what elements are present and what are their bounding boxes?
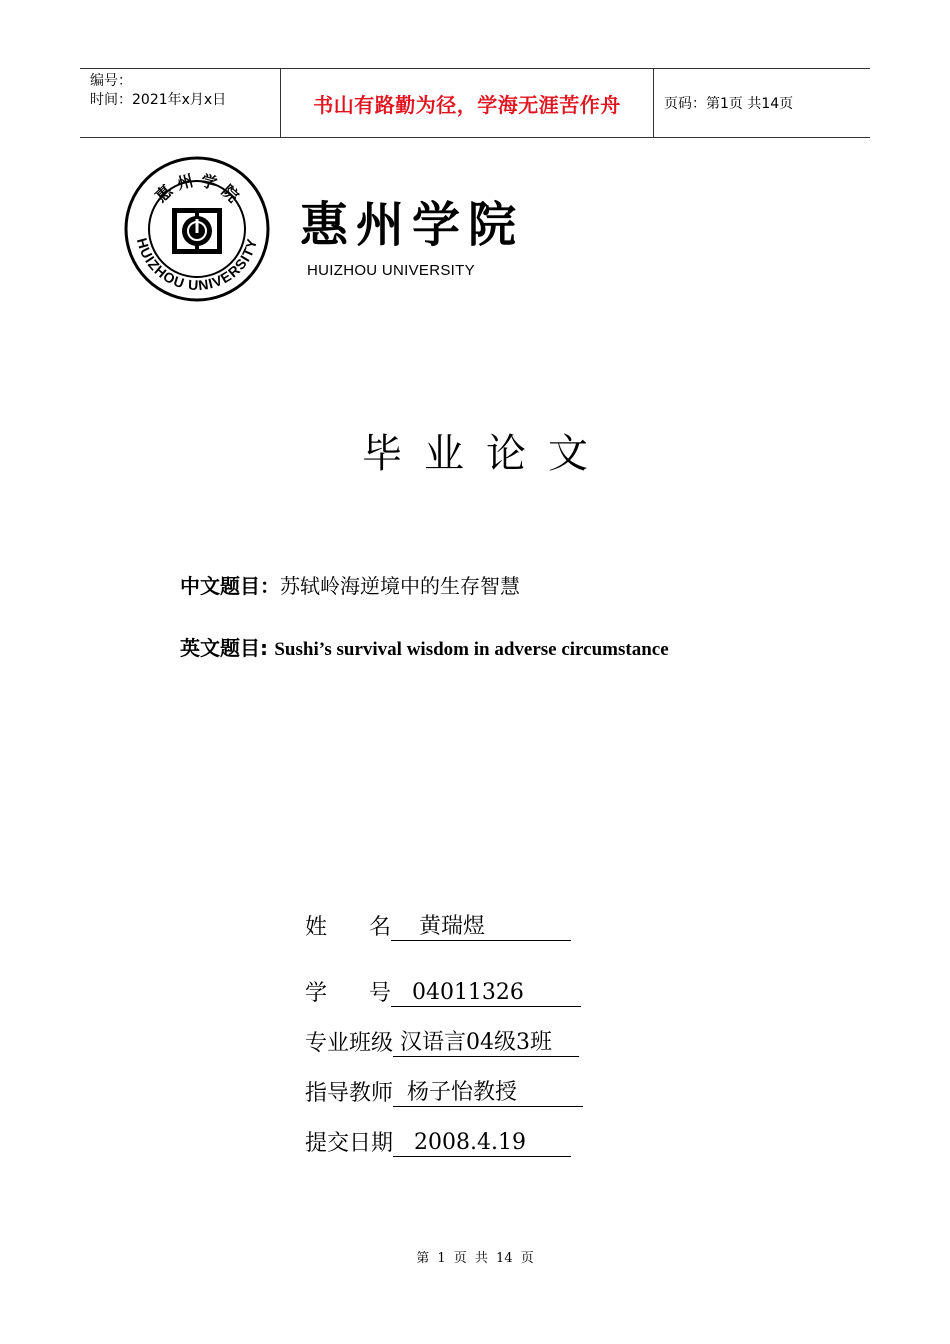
cn-topic-label: 中文题目： <box>180 574 280 598</box>
info-row-id <box>305 976 581 1007</box>
university-name-cn: 惠州学院 <box>300 197 525 253</box>
advisor-value: 杨子怡教授 <box>393 1080 583 1107</box>
en-topic-label: 英文题目: <box>180 636 268 660</box>
date-label: 提交日期 <box>305 1131 394 1156</box>
class-value: 汉语言04级3班 <box>393 1030 579 1057</box>
logo-ring-top-text: 惠 州 学 院 <box>151 170 243 207</box>
en-topic-row <box>180 632 669 661</box>
header-page-info <box>654 69 870 137</box>
document-title: 毕业论文 <box>362 431 610 477</box>
university-logo <box>124 156 270 302</box>
page-footer: 第 1 页 共 14 页 <box>416 1251 534 1266</box>
svg-text:惠 州 学 院 <box>151 171 242 206</box>
en-topic-value: Sushi’s survival wisdom in adverse circumstance <box>274 639 669 660</box>
info-row-class <box>305 1026 579 1057</box>
motto-text: 书山有路勤为径，学海无涯苦作舟 <box>313 92 621 117</box>
page-info-text: 页码：第1页 共14页 <box>664 96 794 112</box>
header-table <box>80 68 870 138</box>
name-label: 姓 名 <box>305 915 391 940</box>
cn-topic-row <box>180 570 520 599</box>
number-label: 编号： <box>90 73 132 89</box>
time-label: 时间：2021年x月x日 <box>90 92 227 108</box>
cn-topic-value: 苏轼岭海逆境中的生存智慧 <box>280 574 520 598</box>
logo-ring-bottom-text: HUIZHOU UNIVERSITY <box>133 236 261 294</box>
date-value: 2008.4.19 <box>393 1130 571 1157</box>
header-meta <box>80 69 280 137</box>
id-value: 04011326 <box>391 980 581 1007</box>
info-row-name <box>305 910 571 941</box>
id-label: 学 号 <box>305 981 391 1006</box>
university-name-en: HUIZHOU UNIVERSITY <box>307 262 475 279</box>
header-motto-cell <box>280 69 654 137</box>
name-value: 黄瑞煜 <box>391 914 571 941</box>
book-emblem-icon <box>172 208 222 254</box>
class-label: 专业班级 <box>305 1031 394 1056</box>
info-row-date <box>305 1126 571 1157</box>
info-row-advisor <box>305 1076 583 1107</box>
advisor-label: 指导教师 <box>305 1081 394 1106</box>
